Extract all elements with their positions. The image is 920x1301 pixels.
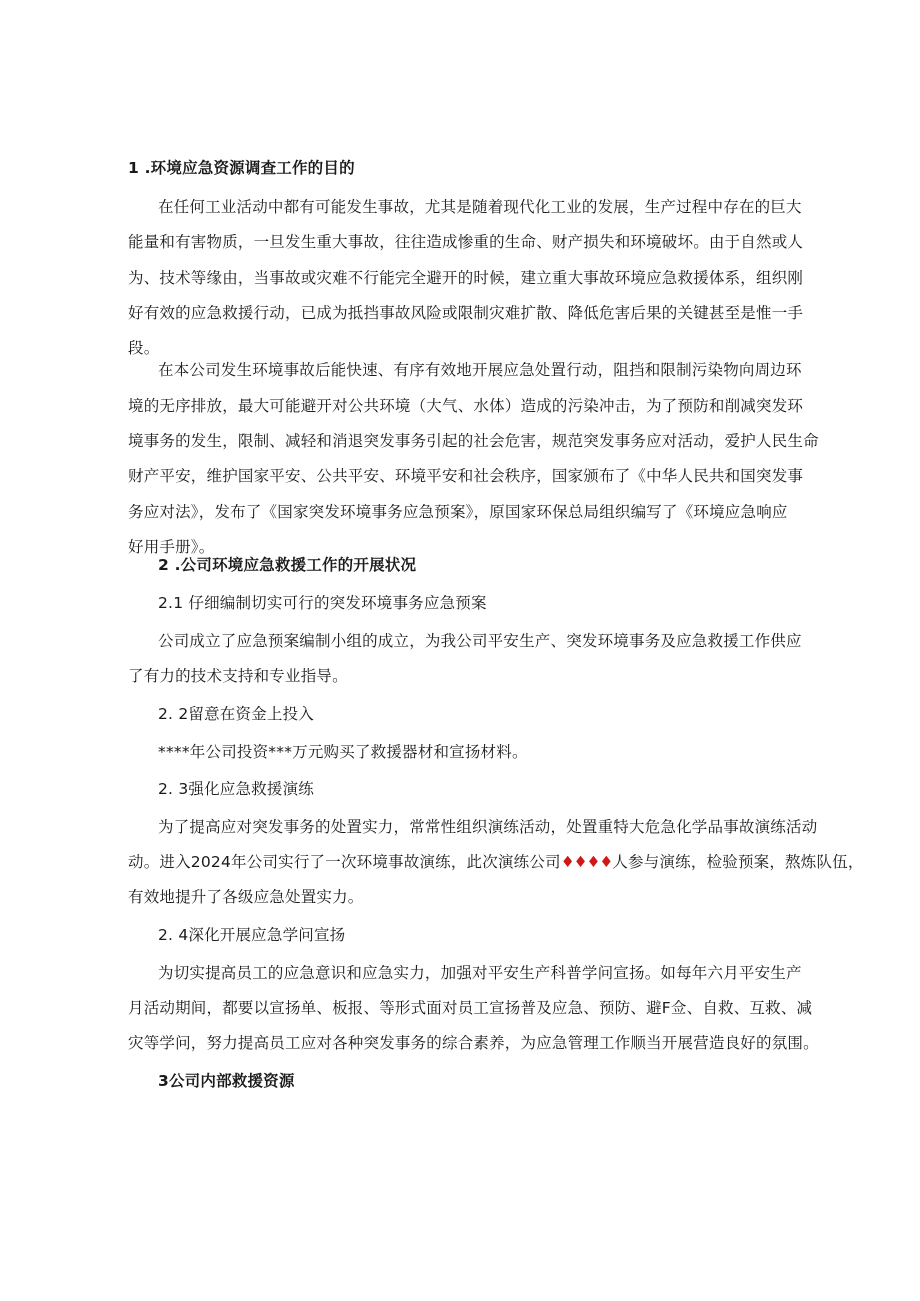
paragraph-line: 段。 [128, 339, 160, 357]
paragraph-line: 了有力的技术支持和专业指导。 [128, 667, 348, 685]
section-3-heading: 3公司内部救援资源 [158, 1072, 295, 1090]
section-1-heading: 1 .环境应急资源调查工作的目的 [128, 159, 355, 177]
paragraph-line [128, 852, 864, 872]
subsection-2-2-heading: 2. 2留意在资金上投入 [158, 705, 314, 723]
paragraph-line: 为了提高应对突发事务的处置实力，常常性组织演练活动，处置重特大危急化学品事故演练活动 [158, 818, 818, 836]
subsection-2-4-heading: 2. 4深化开展应急学问宣扬 [158, 926, 346, 944]
paragraph-line: 月活动期间，都要以宣扬单、板报、等形式面对员工宣扬普及应急、预防、避F佥、自救、互救、减 [128, 999, 813, 1017]
paragraph-line: 为切实提高员工的应急意识和应急实力，加强对平安生产科普学问宣扬。如每年六月平安生产 [158, 964, 802, 982]
paragraph-line: 为、技术等缘由，当事故或灾难不行能完全避开的时候，建立重大事故环境应急救援体系，组织刚 [128, 269, 804, 287]
paragraph-line: 能量和有害物质，一旦发生重大事故，往往造成惨重的生命、财产损失和环境破坏。由于自然或人 [128, 233, 804, 251]
redaction-mark: ♦♦♦♦ [560, 853, 613, 871]
paragraph-line: 有效地提升了各级应急处置实力。 [128, 888, 364, 906]
paragraph-line: 公司成立了应急预案编制小组的成立，为我公司平安生产、突发环境事务及应急救援工作供应 [158, 632, 802, 650]
subsection-2-3-heading: 2. 3强化应急救援演练 [158, 780, 314, 798]
paragraph-line: 在本公司发生环境事故后能快速、有序有效地开展应急处置行动，阻挡和限制污染物向周边环 [158, 361, 802, 379]
paragraph-line: 灾等学问，努力提高员工应对各种突发事务的综合素养，为应急管理工作顺当开展营造良好的氛围。 [128, 1034, 819, 1052]
paragraph-line: 好用手册》。 [128, 538, 215, 556]
text-segment: 人参与演练，检验预案，熬炼队伍， [612, 853, 864, 871]
paragraph-line: 境事务的发生，限制、减轻和消退突发事务引起的社会危害，规范突发事务应对活动，爱护人民生命 [128, 432, 819, 450]
section-2-heading: 2 .公司环境应急救援工作的开展状况 [158, 556, 417, 574]
paragraph-line: 务应对法》，发布了《国家突发环境事务应急预案》，原国家环保总局组织编写了《环境应急响应 [128, 503, 788, 521]
subsection-2-1-heading: 2.1 仔细编制切实可行的突发环境事务应急预案 [158, 594, 487, 612]
paragraph-line: 财产平安，维护国家平安、公共平安、环境平安和社会秩序，国家颁布了《中华人民共和国突发事 [128, 467, 804, 485]
paragraph-line: 在任何工业活动中都有可能发生事故，尤其是随着现代化工业的发展，生产过程中存在的巨大 [158, 198, 802, 216]
paragraph-line: 好有效的应急救援行动，已成为抵挡事故风险或限制灾难扩散、降低危害后果的关键甚至是惟一手 [128, 304, 804, 322]
paragraph-line: 境的无序排放，最大可能避开对公共环境（大气、水体）造成的污染冲击，为了预防和削减突发环 [128, 397, 804, 415]
paragraph-line: ****年公司投资***万元购买了救援器材和宣扬材料。 [158, 743, 528, 761]
text-segment: 动。进入2024年公司实行了一次环境事故演练，此次演练公司 [128, 853, 561, 871]
